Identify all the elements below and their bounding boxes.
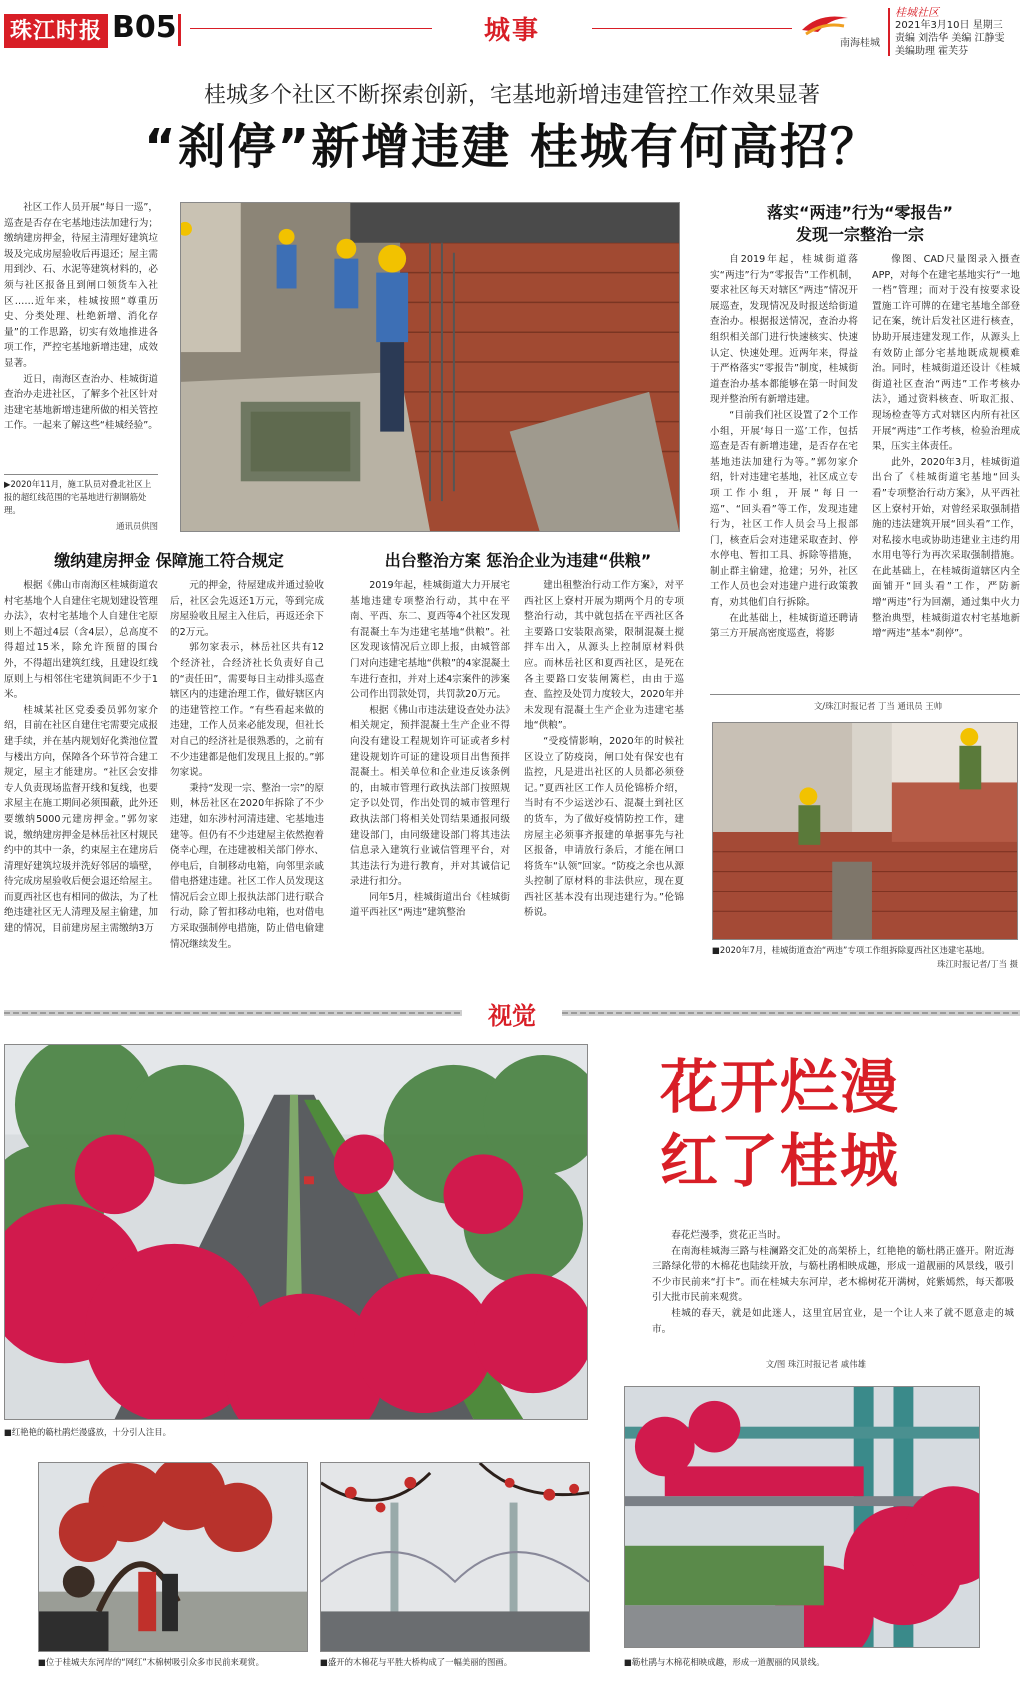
right-photo-credit: 珠江时报记者/丁当 摄 — [937, 959, 1018, 969]
brand-script: 桂城社区 — [895, 6, 939, 19]
assistant-line: 美编助理 霍芙芬 — [895, 46, 969, 57]
issue-info — [895, 6, 1005, 58]
visual-bottom-mid-caption: ■盛开的木棉花与平胜大桥构成了一幅美丽的图画。 — [320, 1657, 513, 1667]
middle-article-heading: 出台整治方案 惩治企业为违建“供粮” — [384, 551, 652, 570]
paragraph: “受疫情影响，2020年的时候社区设立了防疫岗，闸口处有保安也有监控，凡是进出社区的人员都必须登记。”夏西社区工作人员伦锦桥介绍，当时有不少运送沙石、混凝土到社区的货车，为了做好疫情防控工作，建房屋主必须事齐报建的单据事先与社区报备，申请放行条后，才能在闸口将货车“认领”回家。“防疫之余也从源头控制了原材料的非法供应，现在夏西社区基本没有出现违建行为。”伦锦桥说。 — [524, 735, 684, 919]
paragraph: 在此基础上，桂城街道还聘请第三方开展高密度巡查，将影 — [710, 612, 858, 640]
issue-date: 2021年3月10日 星期三 — [895, 20, 1003, 31]
left-article-col-1 — [4, 578, 158, 980]
paragraph: “目前我们社区设置了2个工作小组，开展‘每日一巡’工作，包括巡查是否有新增违建，是否存在宅基地违法加建行为等。”郭勿家介绍，针对违建宅基地，社区成立专项工作小组，开展“每日一巡”、“回头看”等工作，发现违建行为，社区工作人员会马上报部门，核查后会对违建采取查封、停水停电、暂扣工具、拆除等措施，制止群主偷建，抢建；另外，社区工作人员也会对违建户进行政策教育，劝其他们自行拆除。 — [710, 409, 858, 609]
visual-text — [652, 1228, 1014, 1352]
right-photo-caption: ■2020年7月，桂城街道查治“两违”专项工作组拆除夏西社区违建宅基地。 — [712, 945, 990, 955]
visual-title — [660, 1050, 960, 1198]
article-kicker: 桂城多个社区不断探索创新，宅基地新增违建管控工作效果显著 — [203, 83, 820, 108]
lead-photo-caption: ▶2020年11月，施工队员对叠北社区上报的超红线范围的宅基地进行割钢筋处理。 — [4, 479, 152, 515]
paragraph: 在南海桂城海三路与桂澜路交汇处的高架桥上，红艳艳的簕杜鹃正盛开。附近海三路绿化带的木棉花也陆续开放，与簕杜鹃相映成趣，形成一道靓丽的风景线，吸引不少市民前来“打卡”。而在桂城夫东河岸，老木棉树花开满树，姹紫嫣然，每天都吸引大批市民前来观赏。 — [652, 1245, 1014, 1304]
visual-bottom-mid-photo — [320, 1462, 590, 1652]
issue-divider — [888, 8, 890, 56]
middle-article-col-1 — [350, 578, 510, 980]
lead-photo — [180, 202, 680, 532]
paragraph: 桂城某社区党委委员郭勿家介绍，目前在社区自建住宅需要完成报建手续，并在基内规划好化粪池位置与楼出方向，保障各个环节符合建工规定，屋主才能建房。“社区会安排专人负责现场监督开线和复线，也要求屋主在施工期间必须围蔽，此外还要缴纳5000元建房押金。”郭勿家说，缴纳建房押金是林岳社区村规民约中的其中一条，约束屋主在建房后清理好建筑垃圾并洗好邻居的墙壁，待完成房屋验收后便会退还给屋主。而夏西社区也有相同的做法，为了杜绝违建社区无人清理及屋主偷建，加建的情况，目前建房屋主需缴纳3万 — [4, 704, 158, 935]
right-article-heading-2: 发现一宗整治一宗 — [795, 225, 924, 244]
visual-bottom-right-photo — [624, 1386, 980, 1648]
lead-paragraph: 近日，南海区查治办、桂城街道查治办走进社区，了解多个社区针对违建宅基地新增违建所做的相关管控工作。一起来了解这些“桂城经验”。 — [4, 373, 158, 432]
middle-article-col-2 — [524, 578, 684, 980]
masthead — [0, 0, 1024, 62]
right-article-col-1 — [710, 252, 858, 690]
visual-bottom-left-photo — [38, 1462, 308, 1652]
paragraph: 建出租整治行动工作方案》，对平西社区上寮村开展为期两个月的专项整治行动，其中就包括在平西社区各主要路口安装限高梁，限制混凝土搅拌车出入，从源头上控制原材料供应。而林岳社区和夏西社区，是死在各主要路口安装闸篱栏，由由于巡查、监控及处罚力度较大，2020年并未发现有混凝土生产企业为违建宅基地“供粮”。 — [524, 580, 684, 732]
masthead-rule-right — [592, 28, 792, 29]
right-article-heading-1: 落实“两违”行为“零报告” — [766, 203, 954, 222]
section-tag: 城事 — [483, 16, 540, 46]
lead-rule — [4, 474, 158, 475]
page-number: B05 — [112, 10, 177, 45]
masthead-rule-left — [190, 28, 432, 29]
right-article-credit: 文/珠江时报记者 丁当 通讯员 王帅 — [813, 701, 942, 711]
editor-line: 责编 刘浩华 美编 江静雯 — [895, 33, 1005, 44]
visual-bottom-right-caption: ■簕杜鹃与木棉花相映成趣，形成一道靓丽的风景线。 — [624, 1657, 825, 1667]
visual-credit: 文/图 珠江时报记者 戚伟雄 — [765, 1359, 866, 1369]
masthead-divider — [178, 14, 181, 46]
paragraph: 像图、CAD尺量图录入摄查APP，对每个在建宅基地实行“一地一档”管理；而对于没有按要求设置施工许可牌的在建宅基地全部登记在案，统计后发社区进行核查，协助开展违建发现工作，从源头上有效防止部分宅基地既成规模难治。同时，桂城街道还设计《桂城街道社区查治“两违”工作考核办法》，通过资料核查、听取汇报、现场检查等方式对辖区内所有社区开展“两违”工作考核，检验治理成果，压实主体责任。 — [872, 254, 1020, 453]
lead-text — [4, 200, 158, 468]
right-article-col-2 — [872, 252, 1020, 690]
visual-section-tag: 视觉 — [462, 996, 562, 1031]
paragraph: 此外，2020年3月，桂城街道出台了《桂城街道宅基地“回头看”专项整治行动方案》，从平西社区上寮村开始，对曾经采取强制措施的违法建筑开展“回头看”工作，对私接水电或协助违建业主违约用水用电等行为再次采取强制措施。在此基础上，在桂城街道辖区内全面铺开“回头看”工作，严防新增“两违”行为回潮，通过集中火力整治典型，桂城街道农村宅基地新增“两违”基本“刹停”。 — [872, 456, 1020, 640]
paragraph: 2019年起，桂城街道大力开展宅基地违建专项整治行动，其中在平南、平西、东二、夏西等4个社区发现有混凝土车为违建宅基地“供粮”。社区发现该情况后立即上报，由城管部门对向违建宅基地“供粮”的4家混凝土车进行查扣，并对上述4宗案件的涉案公司作出罚款处罚，共罚款20万元。 — [350, 580, 510, 701]
visual-title-line-1: 花开烂漫 — [660, 1053, 901, 1121]
paragraph: 根据《佛山市南海区桂城街道农村宅基地个人自建住宅规划建设管理办法》，农村宅基地个人自建住宅原则上不超过4层（含4层），总高度不得超过15米，除允许预留的围台外，不得超出建筑红线，且建设红线原则上与相邻住宅建筑间距不少于1米。 — [4, 580, 158, 701]
newspaper-logo: 珠江时报 — [4, 14, 108, 48]
left-article-heading: 缴纳建房押金 保障施工符合规定 — [54, 551, 284, 570]
paragraph: 秉持“发现一宗、整治一宗”的原则，林岳社区在2020年拆除了不少违建，如东涉村河清违建、宅基地违建等。但仍有不少违建屋主依然抱着侥幸心理，在违建被相关部门停水、停电后，自制移动电箱，向邻里亲戚借电搭建违建。社区工作人员发现这情况后会立即上报执法部门进行联合行动，除了暂扣移动电箱，也对借电方采取强制停电措施，防止借电偷建情况继续发生。 — [170, 782, 324, 950]
right-article-photo — [712, 722, 1018, 940]
visual-main-caption: ■红艳艳的簕杜鹃烂漫盛放，十分引人注目。 — [4, 1427, 172, 1437]
lead-paragraph: 社区工作人员开展“每日一巡”，巡查是否存在宅基地违法加建行为；缴纳建房押金，待屋主清理好建筑垃圾及完成房屋验收后再退还；屋主需用到沙、石、水泥等建筑材料的，必须与社区报备且到闸口领货车入社区……近年来，桂城按照“尊重历史、分类处理、杜绝新增、消化存量”的工作思路，切实有效地推进各项工作，严控宅基地新增违建，成效显著。 — [4, 202, 158, 369]
paragraph: 根据《佛山市违法建设查处办法》相关规定，预拌混凝土生产企业不得向没有建设工程规划许可证或者乡村建设规划许可证的建设项目出售预拌混凝土。相关单位和企业违反该条例的，由城市管理行政执法部门按照规定予以处罚，作出处罚的城市管理行政执法部门将相关处罚结果通报同级建设部门，由同级建设部门将其违法信息录入建筑行业诚信管理平台，对其违法行为进行教育，并对其诚信记录进行扣分。 — [350, 704, 510, 888]
paragraph: 自2019年起，桂城街道落实“两违”行为“零报告”工作机制，要求社区每天对辖区“两违”情况开展巡查，发现情况及时报送给街道查治办。根据报送情况，查治办将组织相关部门进行快速核实、快速认定、快速处理。近两年来，得益于严格落实“零报告”制度，桂城街道查治办基本都能够在第一时间发现并整治所有新增违建。 — [710, 254, 858, 406]
visual-main-photo — [4, 1044, 588, 1420]
paragraph: 桂城的春天，就是如此迷人，这里宜居宜业，是一个让人来了就不愿意走的城市。 — [652, 1307, 1014, 1335]
paragraph: 元的押金，待屋建成并通过验收后，社区会先返还1万元，等到完成房屋验收且屋主入住后，再返还余下的2万元。 — [170, 580, 324, 638]
paragraph: 郭勿家表示，林岳社区共有12个经济社，合经济社长负责好自己的“责任田”，需要每日主动排头巡查辖区内的违建治理工作，做好辖区内的违建管控工作。“有些看起来做的违建，工作人员来必能发现，但社长对自己的经济社是很熟悉的，之前有不少违建都是他们发现且上报的。”郭勿家说。 — [170, 642, 324, 779]
left-article-col-2 — [170, 578, 324, 980]
brand-name: 南海桂城 — [840, 38, 880, 49]
paragraph: 同年5月，桂城街道出台《桂城街道平西社区“两违”建筑整治 — [350, 891, 510, 919]
visual-title-line-2: 红了桂城 — [660, 1127, 901, 1195]
visual-bottom-left-caption: ■位于桂城夫东河岸的“网红”木棉树吸引众多市民前来观赏。 — [38, 1657, 264, 1667]
lead-photo-credit: 通讯员供图 — [116, 521, 158, 531]
paragraph: 春花烂漫季，赏花正当时。 — [671, 1230, 787, 1241]
right-article-rule — [710, 694, 1020, 695]
article-headline: “刹停”新增违建 桂城有何高招？ — [144, 119, 880, 175]
